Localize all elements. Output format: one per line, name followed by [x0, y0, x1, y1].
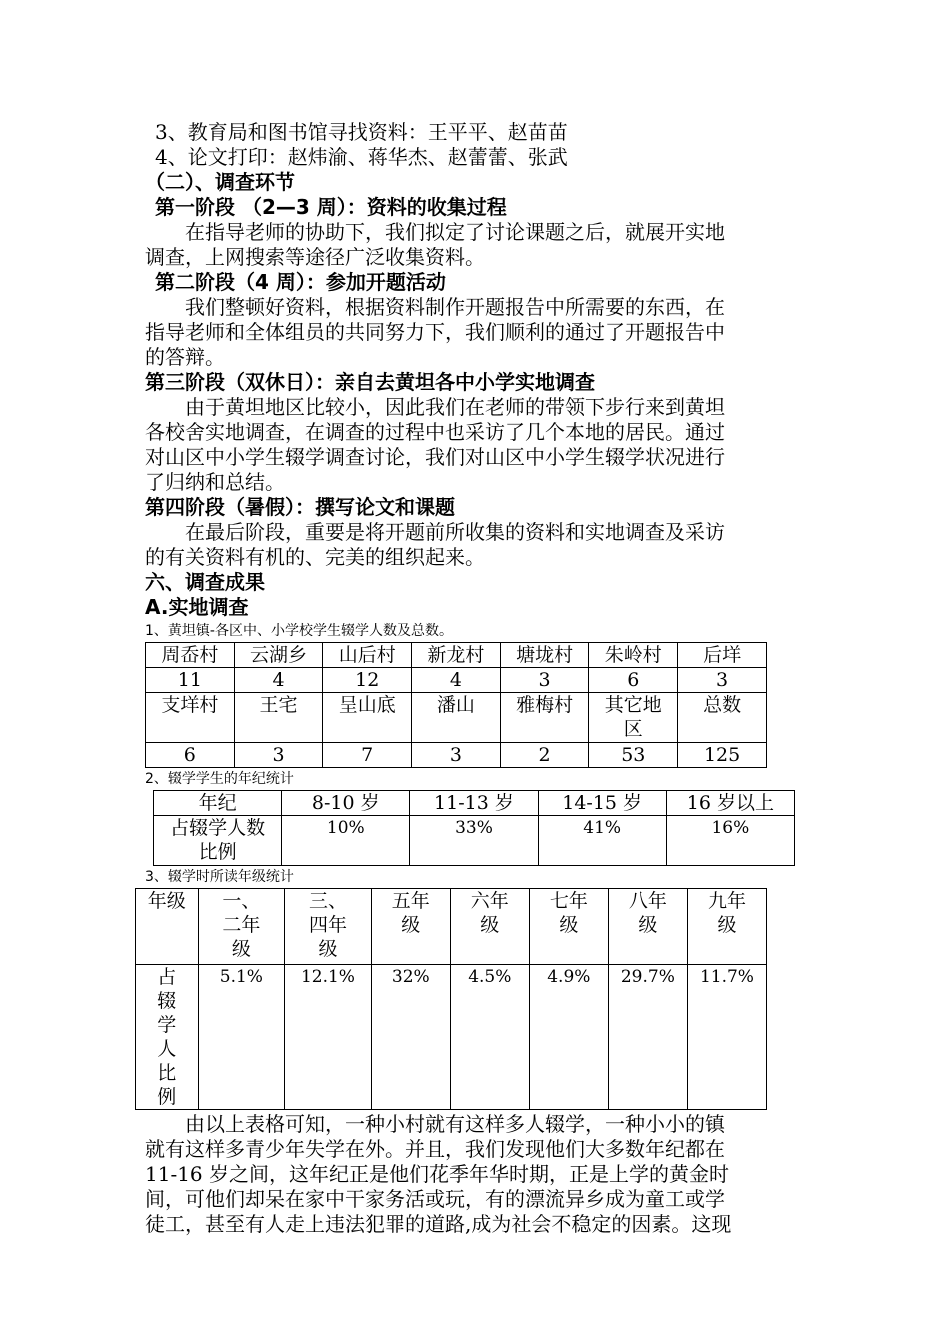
table-row [146, 668, 767, 693]
table-cell [198, 889, 285, 965]
table-cell: 7 [323, 743, 412, 768]
cell-text: 占辍学人比例 [157, 966, 177, 1108]
document-page [145, 120, 805, 1237]
stage-title: 第二阶段（4 周）：参加开题活动 [155, 270, 446, 294]
table-cell: 11-13 岁 [410, 791, 538, 816]
table3-grade-stats [135, 888, 767, 1110]
table-cell [154, 816, 282, 866]
table-cell: 16 岁以上 [666, 791, 794, 816]
text-line: 由于黄坦地区比较小，因此我们在老师的带领下步行来到黄坦 [185, 395, 725, 419]
table-cell: 4.9% [529, 965, 608, 1110]
table3-caption: 3、辍学时所读年级统计 [145, 869, 294, 885]
subsection-title: A.实地调查 [145, 595, 249, 619]
table-cell: 3 [412, 743, 501, 768]
stage-title: 第三阶段（双休日）：亲自去黄坦各中小学实地调查 [145, 370, 595, 394]
table-cell: 16% [666, 816, 794, 866]
table1-caption: 1、黄坦镇-各区中、小学校学生辍学人数及总数。 [145, 623, 453, 639]
cell-text: 一、二年级 [222, 890, 261, 960]
table-cell: 雅梅村 [500, 693, 589, 743]
table-cell: 3 [678, 668, 767, 693]
table-cell [589, 693, 678, 743]
table-row [136, 889, 767, 965]
cell-text: 三、四年级 [308, 890, 347, 960]
text-line: 各校舍实地调查，在调查的过程中也采访了几个本地的居民。通过 [145, 420, 725, 444]
table-cell [285, 889, 372, 965]
results-title: 六、调查成果 [145, 570, 265, 594]
table-row [154, 791, 795, 816]
text-line: 由以上表格可知，一种小村就有这样多人辍学，一种小小的镇 [185, 1112, 725, 1136]
text-line: 我们整顿好资料，根据资料制作开题报告中所需要的东西，在 [185, 295, 725, 319]
table-cell: 6 [146, 743, 235, 768]
table-cell: 4 [412, 668, 501, 693]
text-line: 对山区中小学生辍学调查讨论，我们对山区中小学生辍学状况进行 [145, 445, 725, 469]
text-line: 间，可他们却呆在家中干家务活或玩，有的漂流异乡成为童工或学 [145, 1187, 725, 1211]
stage-title: 第四阶段（暑假）：撰写论文和课题 [145, 495, 455, 519]
section-title: （二）、调查环节 [145, 170, 295, 194]
table-cell [450, 889, 529, 965]
table-cell: 塘垅村 [500, 643, 589, 668]
text-line: 在指导老师的协助下，我们拟定了讨论课题之后，就展开实地 [185, 220, 725, 244]
table-cell [529, 889, 608, 965]
text-line: 4、论文打印：赵炜渝、蒋华杰、赵蕾蕾、张武 [155, 145, 568, 169]
table-cell: 年纪 [154, 791, 282, 816]
table-row [146, 693, 767, 743]
table-cell: 6 [589, 668, 678, 693]
table2-caption: 2、辍学学生的年纪统计 [145, 771, 294, 787]
text-line: 的有关资料有机的、完美的组织起来。 [145, 545, 485, 569]
table-row [154, 816, 795, 866]
table-cell: 11.7% [687, 965, 766, 1110]
table-cell: 3 [500, 668, 589, 693]
stage-title: 第一阶段 （2—3 周）：资料的收集过程 [155, 195, 507, 219]
text-line: 调查，上网搜索等途径广泛收集资料。 [145, 245, 485, 269]
table-cell [608, 889, 687, 965]
table-cell [371, 889, 450, 965]
table-cell: 潘山 [412, 693, 501, 743]
table-cell: 14-15 岁 [538, 791, 666, 816]
text-line: 在最后阶段，重要是将开题前所收集的资料和实地调查及采访 [185, 520, 725, 544]
table-cell: 4.5% [450, 965, 529, 1110]
cell-text: 占辍学人数比例 [170, 817, 266, 863]
table2-age-stats [153, 790, 795, 866]
table-cell: 周岙村 [146, 643, 235, 668]
table-cell: 新龙村 [412, 643, 501, 668]
table1-dropout-counts [145, 642, 767, 768]
cell-text: 其它地区 [604, 694, 662, 740]
table-cell: 12.1% [285, 965, 372, 1110]
table-row [136, 965, 767, 1110]
table-cell: 山后村 [323, 643, 412, 668]
table-cell: 支垟村 [146, 693, 235, 743]
table-cell: 2 [500, 743, 589, 768]
table-cell: 41% [538, 816, 666, 866]
table-cell: 11 [146, 668, 235, 693]
table-cell: 云湖乡 [234, 643, 323, 668]
table-cell [687, 889, 766, 965]
text-line: 指导老师和全体组员的共同努力下，我们顺利的通过了开题报告中 [145, 320, 725, 344]
table-cell: 32% [371, 965, 450, 1110]
text-line: 徒工，甚至有人走上违法犯罪的道路,成为社会不稳定的因素。这现 [145, 1212, 732, 1236]
cell-text: 五年级 [391, 890, 430, 936]
cell-text: 六年级 [470, 890, 509, 936]
table-cell: 王宅 [234, 693, 323, 743]
table-cell: 年级 [136, 889, 199, 965]
table-row [146, 643, 767, 668]
table-cell: 29.7% [608, 965, 687, 1110]
table-cell: 8-10 岁 [282, 791, 410, 816]
table-cell: 10% [282, 816, 410, 866]
cell-text: 九年级 [707, 890, 746, 936]
text-line: 了归纳和总结。 [145, 470, 285, 494]
cell-text: 七年级 [549, 890, 588, 936]
table-cell: 3 [234, 743, 323, 768]
table-row [146, 743, 767, 768]
table-cell: 4 [234, 668, 323, 693]
table-cell: 5.1% [198, 965, 285, 1110]
text-line: 的答辩。 [145, 345, 225, 369]
table-cell: 总数 [678, 693, 767, 743]
text-line: 11-16 岁之间，这年纪正是他们花季年华时期，正是上学的黄金时 [145, 1162, 730, 1186]
table-cell [136, 965, 199, 1110]
table-cell: 125 [678, 743, 767, 768]
table-cell: 12 [323, 668, 412, 693]
table-cell: 33% [410, 816, 538, 866]
text-line: 3、教育局和图书馆寻找资料：王平平、赵苗苗 [155, 120, 568, 144]
table-cell: 后垟 [678, 643, 767, 668]
text-line: 就有这样多青少年失学在外。并且，我们发现他们大多数年纪都在 [145, 1137, 725, 1161]
table-cell: 呈山底 [323, 693, 412, 743]
cell-text: 八年级 [628, 890, 667, 936]
table-cell: 53 [589, 743, 678, 768]
table-cell: 朱岭村 [589, 643, 678, 668]
